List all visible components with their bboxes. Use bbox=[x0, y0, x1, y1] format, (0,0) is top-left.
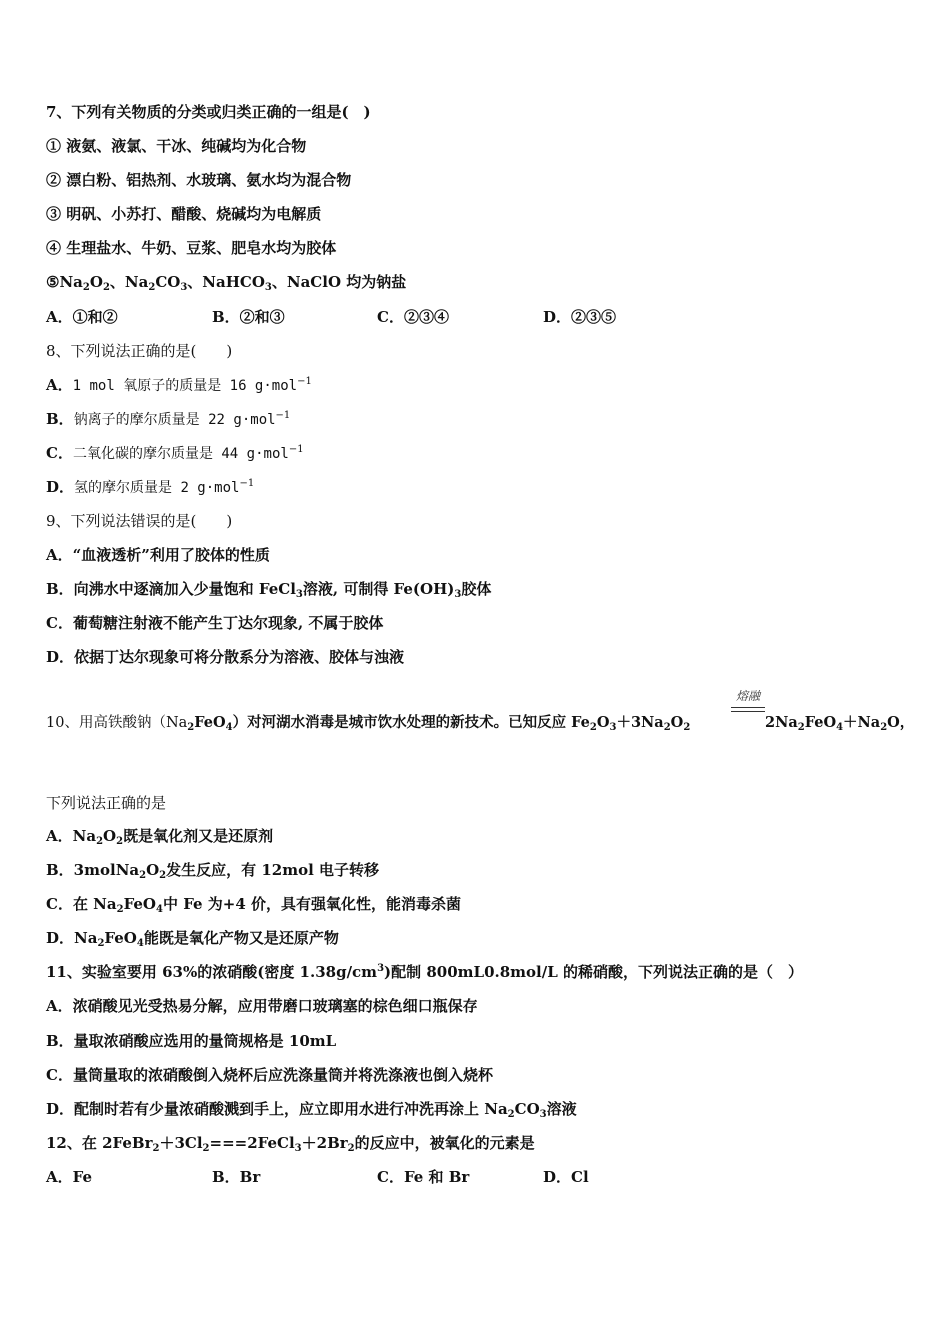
q7-option-b[interactable]: B．②和③ bbox=[212, 308, 285, 326]
q9-stem: 9、下列说法错误的是( ) bbox=[46, 512, 233, 530]
q10-option-a[interactable]: A．$Na_2O_2$既是氧化剂又是还原剂 bbox=[46, 827, 274, 847]
q11-stem: 11、实验室要用 63%的浓硝酸(密度 $1.38g/cm^3$)配制 800mL0.8mol/L 的稀硝酸，下列说法正确的是（ ） bbox=[46, 963, 804, 981]
q7-item-5: $⑤Na_2O_2$、$Na_2CO_3$、NaHCO$_3$、NaClO 均为钠盐 bbox=[46, 273, 407, 293]
q7-item-4: ④ 生理盐水、牛奶、豆浆、肥皂水均为胶体 bbox=[46, 239, 337, 257]
q12-options bbox=[46, 1167, 766, 1187]
q11-option-b[interactable]: B．量取浓硝酸应选用的量筒规格是 10mL bbox=[46, 1032, 337, 1050]
q10-option-b[interactable]: B．$3molNa_2O_2$发生反应，有 12mol 电子转移 bbox=[46, 861, 380, 881]
q10-stem: 10、用高铁酸钠$(Na_2FeO_4)$对河湖水消毒是城市饮水处理的新技术。已知反应 $Fe_2O_3+3Na_2O_2$ bbox=[46, 714, 691, 733]
q9-option-c[interactable]: C．葡萄糖注射液不能产生丁达尔现象, 不属于胶体 bbox=[46, 614, 384, 632]
q8-option-b[interactable]: B．钠离子的摩尔质量是 22 g·mol$^{-1}$ bbox=[46, 410, 291, 428]
q8-option-a[interactable]: A．1 mol 氧原子的质量是 16 g·mol$^{-1}$ bbox=[46, 376, 312, 394]
q7-option-c[interactable]: C．②③④ bbox=[377, 308, 449, 326]
q10-stem-tail: $2Na_2FeO_4+Na_2O$， bbox=[765, 714, 915, 733]
q8-option-c[interactable]: C．二氧化碳的摩尔质量是 44 g·mol$^{-1}$ bbox=[46, 444, 304, 462]
q12-option-c[interactable]: C．Fe 和 Br bbox=[377, 1168, 470, 1186]
equation-bar bbox=[731, 707, 765, 708]
q11-option-d[interactable]: D．配制时若有少量浓硝酸溅到手上，应立即用水进行冲洗再涂上 $Na_2CO_3$溶液 bbox=[46, 1100, 577, 1120]
q8-stem: 8、下列说法正确的是( ) bbox=[46, 342, 233, 360]
q7-item-3: ③ 明矾、小苏打、醋酸、烧碱均为电解质 bbox=[46, 205, 322, 223]
reaction-condition-label: 熔融 bbox=[735, 689, 760, 703]
q7-option-a[interactable]: A．①和② bbox=[46, 308, 118, 326]
q10-option-c[interactable]: C．在 $Na_2FeO_4$中 Fe 为+4 价，具有强氧化性，能消毒杀菌 bbox=[46, 895, 462, 915]
q10-option-d[interactable]: D．$Na_2FeO_4$能既是氧化产物又是还原产物 bbox=[46, 929, 339, 949]
q9-option-b[interactable]: B．向沸水中逐滴加入少量饱和 FeCl$_3$溶液, 可制得 $Fe(OH)_3$胶体 bbox=[46, 580, 492, 600]
q10-stem-2: 下列说法正确的是 bbox=[46, 794, 167, 812]
q12-option-d[interactable]: D．Cl bbox=[543, 1168, 589, 1186]
q7-stem: 7、下列有关物质的分类或归类正确的一组是( ) bbox=[46, 103, 371, 121]
q9-option-a[interactable]: A．“血液透析”利用了胶体的性质 bbox=[46, 546, 270, 564]
q8-option-d[interactable]: D．氢的摩尔质量是 2 g·mol$^{-1}$ bbox=[46, 478, 255, 496]
q9-option-d[interactable]: D．依据丁达尔现象可将分散系分为溶液、胶体与浊液 bbox=[46, 648, 405, 666]
q12-option-b[interactable]: B．Br bbox=[212, 1168, 261, 1186]
q12-option-a[interactable]: A．Fe bbox=[46, 1168, 93, 1186]
q7-item-2: ② 漂白粉、铝热剂、水玻璃、氨水均为混合物 bbox=[46, 171, 352, 189]
q7-item-1: ① 液氨、液氯、干冰、纯碱均为化合物 bbox=[46, 137, 307, 155]
q7-option-d[interactable]: D．②③⑤ bbox=[543, 308, 617, 326]
q12-stem: 12、在 $2FeBr_2+3Cl_2===2FeCl_3+2Br_2$的反应中，被氧化的元素是 bbox=[46, 1134, 535, 1154]
equation-bar bbox=[731, 711, 765, 712]
q7-options bbox=[46, 307, 766, 327]
q11-option-a[interactable]: A．浓硝酸见光受热易分解，应用带磨口玻璃塞的棕色细口瓶保存 bbox=[46, 997, 478, 1015]
reaction-condition bbox=[731, 689, 765, 719]
q11-option-c[interactable]: C．量筒量取的浓硝酸倒入烧杯后应洗涤量筒并将洗涤液也倒入烧杯 bbox=[46, 1066, 493, 1084]
